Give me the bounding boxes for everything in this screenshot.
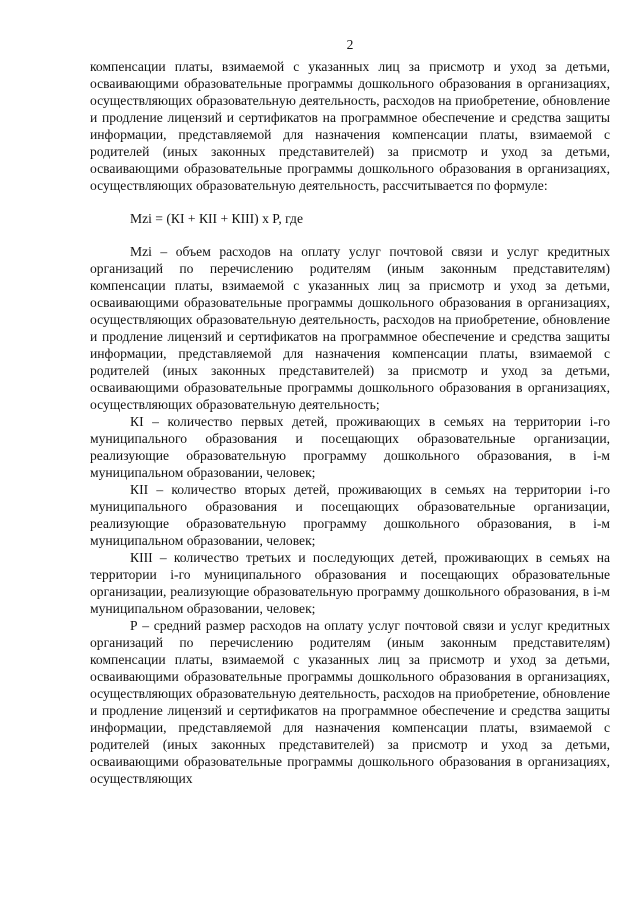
formula: Mzi = (КI + КII + КIII) x P, где — [130, 211, 303, 226]
document-body — [90, 58, 610, 787]
definition-mzi: Mzi – объем расходов на оплату услуг почтовой связи и услуг кредитных организаций по перечислению родителям (иным законным представителям) компенсации платы, взимаемой с указанных лиц за присмотр и уход за детьми, осваивающими образовательные программы дошкольного образования в организациях, осуществляющих образовательную деятельность, расходов на приобретение, обновление и продление лицензий и сертификатов на программное обеспечение и средства защиты информации, представляемой для назначения компенсации платы, взимаемой с родителей (иных законных представителей) за присмотр и уход за детьми, осваивающими образовательные программы дошкольного образования в организациях, осуществляющих образовательную деятельность; — [90, 244, 610, 412]
page-number: 2 — [346, 37, 354, 52]
definition-k1: КI – количество первых детей, проживающих в семьях на территории i-го муниципального образования и посещающих образовательные организации, реализующие образовательную программу дошкольного образования, в i-м муниципальном образовании, человек; — [90, 414, 610, 480]
definition-p: Р – средний размер расходов на оплату услуг почтовой связи и услуг кредитных организаций по перечислению родителям (иным законным представителям) компенсации платы, взимаемой с указанных лиц за присмотр и уход за детьми, осваивающими образовательные программы дошкольного образования в организациях, осуществляющих образовательную деятельность, расходов на приобретение, обновление и продление лицензий и сертификатов на программное обеспечение и средства защиты информации, представляемой для назначения компенсации платы, взимаемой с родителей (иных законных представителей) за присмотр и уход за детьми, осваивающими образовательные программы дошкольного образования в организациях, осуществляющих — [90, 618, 610, 786]
definition-k2: КII – количество вторых детей, проживающих в семьях на территории i-го муниципального образования и посещающих образовательные организации, реализующие образовательную программу дошкольного образования, в i-м муниципальном образовании, человек; — [90, 482, 610, 548]
definition-k3: КIII – количество третьих и последующих детей, проживающих в семьях на территории i-го муниципального образования и посещающих образовательные организации, реализующие образовательную программу дошкольного образования, в i-м муниципальном образовании, человек; — [90, 550, 610, 616]
intro-paragraph: компенсации платы, взимаемой с указанных лиц за присмотр и уход за детьми, осваивающими образовательные программы дошкольного образования в организациях, осуществляющих образовательную деятельность, расходов на приобретение, обновление и продление лицензий и сертификатов на программное обеспечение и средства защиты информации, представляемой для назначения компенсации платы, взимаемой с родителей (иных законных представителей) за присмотр и уход за детьми, осваивающими образовательные программы дошкольного образования в организациях, осуществляющих образовательную деятельность, рассчитывается по формуле: — [90, 59, 610, 193]
